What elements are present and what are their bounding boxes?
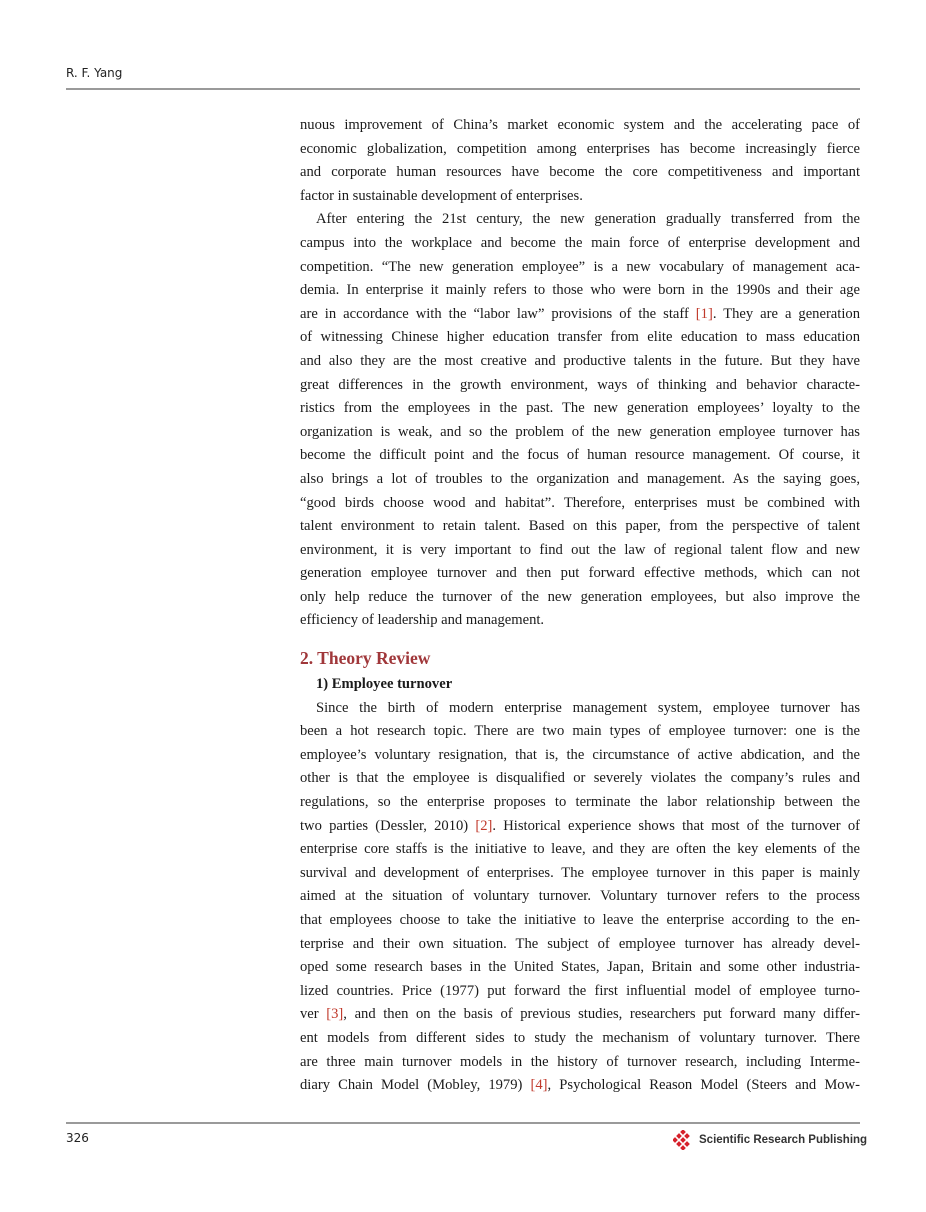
text-line: and also they are the most creative and productive talents in the future. But they have — [300, 352, 860, 369]
citation-link[interactable]: [3] — [326, 1006, 344, 1023]
text-line: lized countries. Price (1977) put forward the first influential model of employee turno- — [300, 982, 860, 999]
text-line: are three main turnover models in the history of turnover research, including Interme- — [300, 1053, 860, 1070]
text-line: become the difficult point and the focus of human resource management. Of course, it — [300, 447, 860, 464]
text-line: oped some research bases in the United States, Japan, Britain and some other industria- — [300, 959, 860, 976]
text-line: two parties (Dessler, 2010) [2]. Historical experience shows that most of the turnover of — [300, 817, 860, 834]
text-line: competition. “The new generation employee” is a new vocabulary of management aca- — [300, 258, 860, 275]
citation-link[interactable]: [2] — [475, 817, 493, 834]
text-line: ent models from different sides to study the mechanism of voluntary turnover. There — [300, 1029, 860, 1046]
text-line: and corporate human resources have become the core competitiveness and important — [300, 164, 860, 181]
text-line: factor in sustainable development of enterprises. — [300, 187, 583, 204]
citation-link[interactable]: [1] — [695, 305, 713, 322]
text-line: diary Chain Model (Mobley, 1979) [4], Psychological Reason Model (Steers and Mow- — [300, 1077, 860, 1094]
citation-link[interactable]: [4] — [530, 1077, 548, 1094]
text-line: Since the birth of modern enterprise management system, employee turnover has — [316, 699, 860, 716]
text-line: great differences in the growth environment, ways of thinking and behavior characte- — [300, 376, 860, 393]
text-line: environment, it is very important to find out the law of regional talent flow and new — [300, 541, 860, 558]
text-line: ver [3], and then on the basis of previous studies, researchers put forward many differ- — [300, 1006, 860, 1023]
running-head: R. F. Yang — [66, 66, 123, 80]
text-line: been a hot research topic. There are two main types of employee turnover: one is the — [300, 723, 860, 740]
text-line: are in accordance with the “labor law” provisions of the staff [1]. They are a generation — [300, 305, 860, 322]
text-line: nuous improvement of China’s market economic system and the accelerating pace of — [300, 117, 860, 133]
text-line: enterprise core staffs is the initiative to leave, and they are often the key elements of the — [300, 841, 860, 858]
publisher-name: Scientific Research Publishing — [699, 1134, 868, 1146]
text-line: “good birds choose wood and habitat”. Therefore, enterprises must be combined with — [300, 494, 860, 511]
footer-rule — [66, 1122, 860, 1124]
text-line: campus into the workplace and become the main force of enterprise development and — [300, 234, 860, 251]
text-line: efficiency of leadership and management. — [300, 612, 545, 629]
text-line: economic globalization, competition among enterprises has become increasingly fierce — [300, 140, 860, 157]
text-line: other is that the employee is disqualified or severely violates the company’s rules and — [300, 770, 860, 787]
text-line: only help reduce the turnover of the new generation employees, but also improve the — [300, 588, 860, 605]
text-line: organization is weak, and so the problem of the new generation employee turnover has — [300, 423, 860, 440]
text-line: also brings a lot of troubles to the organization and management. As the saying goes, — [300, 470, 860, 487]
paragraph — [300, 208, 860, 633]
subsection-heading: 1) Employee turnover — [316, 676, 453, 693]
paragraph — [300, 697, 860, 1098]
text-line: talent environment to retain talent. Based on this paper, from the perspective of talent — [300, 518, 860, 535]
section-heading: 2. Theory Review — [300, 648, 431, 669]
page-number: 326 — [66, 1131, 89, 1145]
text-line: generation employee turnover and then put forward effective methods, which can not — [300, 565, 860, 582]
text-line: terprise and their own situation. The subject of employee turnover has already devel- — [300, 935, 860, 952]
text-line: survival and development of enterprises. The employee turnover in this paper is mainly — [300, 864, 860, 881]
text-line: of witnessing Chinese higher education transfer from elite education to mass education — [300, 329, 860, 346]
text-line: After entering the 21st century, the new generation gradually transferred from the — [316, 211, 860, 228]
header-rule — [66, 88, 860, 90]
text-line: ristics from the employees in the past. The new generation employees’ loyalty to the — [300, 400, 860, 417]
text-line: aimed at the situation of voluntary turnover. Voluntary turnover refers to the process — [300, 888, 860, 905]
publisher-logo-icon — [673, 1130, 693, 1150]
text-line: demia. In enterprise it mainly refers to those who were born in the 1990s and their age — [300, 282, 860, 299]
text-line: that employees choose to take the initiative to leave the enterprise according to the en- — [300, 912, 860, 928]
publisher-logo — [673, 1130, 867, 1150]
paragraph — [300, 114, 860, 208]
body-column — [300, 114, 860, 1098]
text-line: employee’s voluntary resignation, that is, the circumstance of active abdication, and the — [300, 746, 860, 763]
text-line: regulations, so the enterprise proposes to terminate the labor relationship between the — [300, 794, 860, 811]
